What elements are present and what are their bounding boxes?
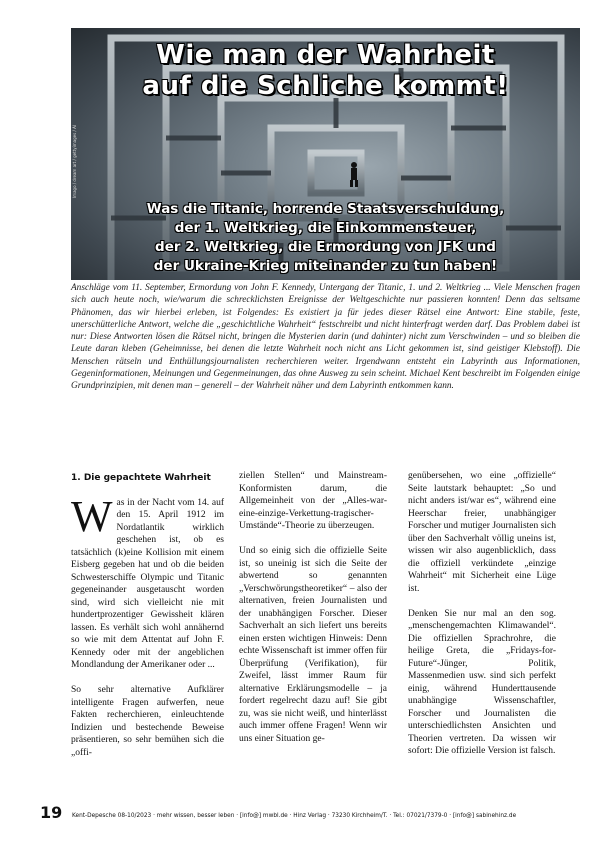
paragraph-text: as in der Nacht vom 14. auf den 15. April 1912 im Nordatlantik wirklich geschehen ist, ob es tatsächlich (k)eine Kollision mit einem Eisberg gegeben hat und ob die beiden Schwesterschiffe Olympic und Titanic gegeneinander ausgetauscht worden sind, wird sich vielleicht nie mit hundertprozentiger Gewissheit klären lassen. Es verhält sich wohl annähernd so wie mit dem Attentat auf John F. Kennedy oder mit der angeblichen Mondlandung der Amerikaner oder ...: [71, 497, 224, 670]
paragraph: Und so einig sich die offizielle Seite ist, so uneinig ist sich die Seite der abwertend so genannten „Verschwörungstheoretiker“ – also der alternativen, freien Journalisten und der unabhängigen Forscher. Dieser Sachverhalt an sich liefert uns bereits einen ersten wichtigen Hinweis: Denn echte Wissenschaft ist immer offen für Überprüfung (Verifikation), für Zweifel, lässt immer Raum für alternative Erklärungsmodelle – ja fordert regelrecht dazu auf! Sie gibt zu, was sie nicht weiß, und hinterlässt auch immer offene Fragen! Wenn wir uns einer Situation ge-: [239, 546, 387, 744]
hero-subtitle-line: der 2. Weltkrieg, die Ermordung von JFK und: [155, 239, 496, 255]
page-number: 19: [40, 803, 63, 822]
drop-cap: W: [71, 491, 113, 541]
intro-paragraph: Anschläge vom 11. September, Ermordung von John F. Kennedy, Untergang der Titanic, 1. und 2. Weltkrieg ... Viele Menschen fragen sich auch heute noch, wie/warum die schrecklichsten Ereignisse der Weltgeschichte nur passieren konnten! Denn das seltsame Phänomen, das wir hierbei erleben, ist Folgendes: Es existiert ja für jedes dieser Rätsel eine Antwort: Eine stabile, feste, unerschütterliche Antwort, welche die „geschichtliche Wahrheit“ festschreibt und nicht hinterfragt werden darf. Das Problem dabei ist nur: Diese Antworten lösen die Rätsel nicht, bringen die Mysterien darin (und dahinter) nicht zum Verschwinden – und so bleiben die Leute daran kleben (Geheimnisse, bei denen die letzte Wahrheit noch nicht ans Licht gekommen ist, sind geistiger Klebstoff). Die Menschen rätseln und Enthüllungsjournalisten recherchieren weiter. Irgendwann entsteht ein Labyrinth aus Informationen, Gegeninformationen, Meinungen und Gegenmeinungen, das ohne Ausweg zu sein scheint. Michael Kent beschreibt im Folgenden einige Grundprinzipien, mit denen man – generell – der Wahrheit näher und dem Labyrinth entkommen kann.: [71, 283, 580, 392]
hero-image: [71, 28, 580, 280]
column-3: [408, 470, 556, 770]
paragraph: [71, 491, 224, 672]
paragraph: ziellen Stellen“ und Mainstream-Konformisten darum, die Allgemeinheit von der „Alles-war-eine-einzige-Verkettung-tragischer-Umstände“-Theorie zu überzeugen.: [239, 471, 387, 531]
hero-subtitle-line: der Ukraine-Krieg miteinander zu tun haben!: [153, 258, 498, 274]
hero-title: [71, 40, 580, 102]
section-heading: 1. Die gepachtete Wahrheit: [71, 473, 211, 483]
paragraph: Denken Sie nur mal an den sog. „menschengemachten Klimawandel“. Die offiziellen Sprachrohre, die heilige Greta, die „Fridays-for-Future“-Jünger, Politik, Massenmedien usw. sind sich perfekt einig, während Hunderttausende unabhängige Wissenschaftler, Forscher und Journalisten die unterschiedlichsten Ansichten und Theorien vertreten. Da wissen wir sofort: Die offizielle Version ist falsch.: [408, 608, 556, 756]
hero-subtitle: [81, 200, 570, 276]
hero-subtitle-line: Was die Titanic, horrende Staatsverschuldung,: [146, 201, 505, 217]
person-figure: [350, 162, 358, 187]
paragraph: So sehr alternative Aufklärer intelligente Fragen aufwerfen, neue Fakten recherchieren, einleuchtende Indizien und bestechende Beweise präsentieren, so sehr bemühen sich die „offi-: [71, 685, 224, 758]
hero-title-line-1: Wie man der Wahrheit: [156, 40, 495, 70]
paragraph: genübersehen, wo eine „offizielle“ Seite lautstark behauptet: „So und nicht anders ist/war es“, während eine Heerschar freier, unabhängiger Forscher und mutiger Journalisten sich über den Sachverhalt völlig uneins ist, wissen wir also augenblicklich, dass die offiziell verkündete „einzige Wahrheit“ mit Sicherheit eine Lüge ist.: [408, 471, 556, 594]
column-2: [239, 470, 387, 758]
hero-title-line-2: auf die Schliche kommt!: [142, 71, 509, 101]
footer-text: Kent-Depesche 08-10/2023 · mehr wissen, besser leben · [info@] mwbl.de · Hinz Verlag · 73230 Kirchheim/T. · Tel.: 07021/7379-0 · [info@] sabinehinz.de: [72, 813, 517, 819]
image-credit: Imago / dream art / gettyimages / AI: [72, 125, 77, 198]
column-1: [71, 472, 224, 772]
hero-subtitle-line: der 1. Weltkrieg, die Einkommensteuer,: [174, 220, 477, 236]
